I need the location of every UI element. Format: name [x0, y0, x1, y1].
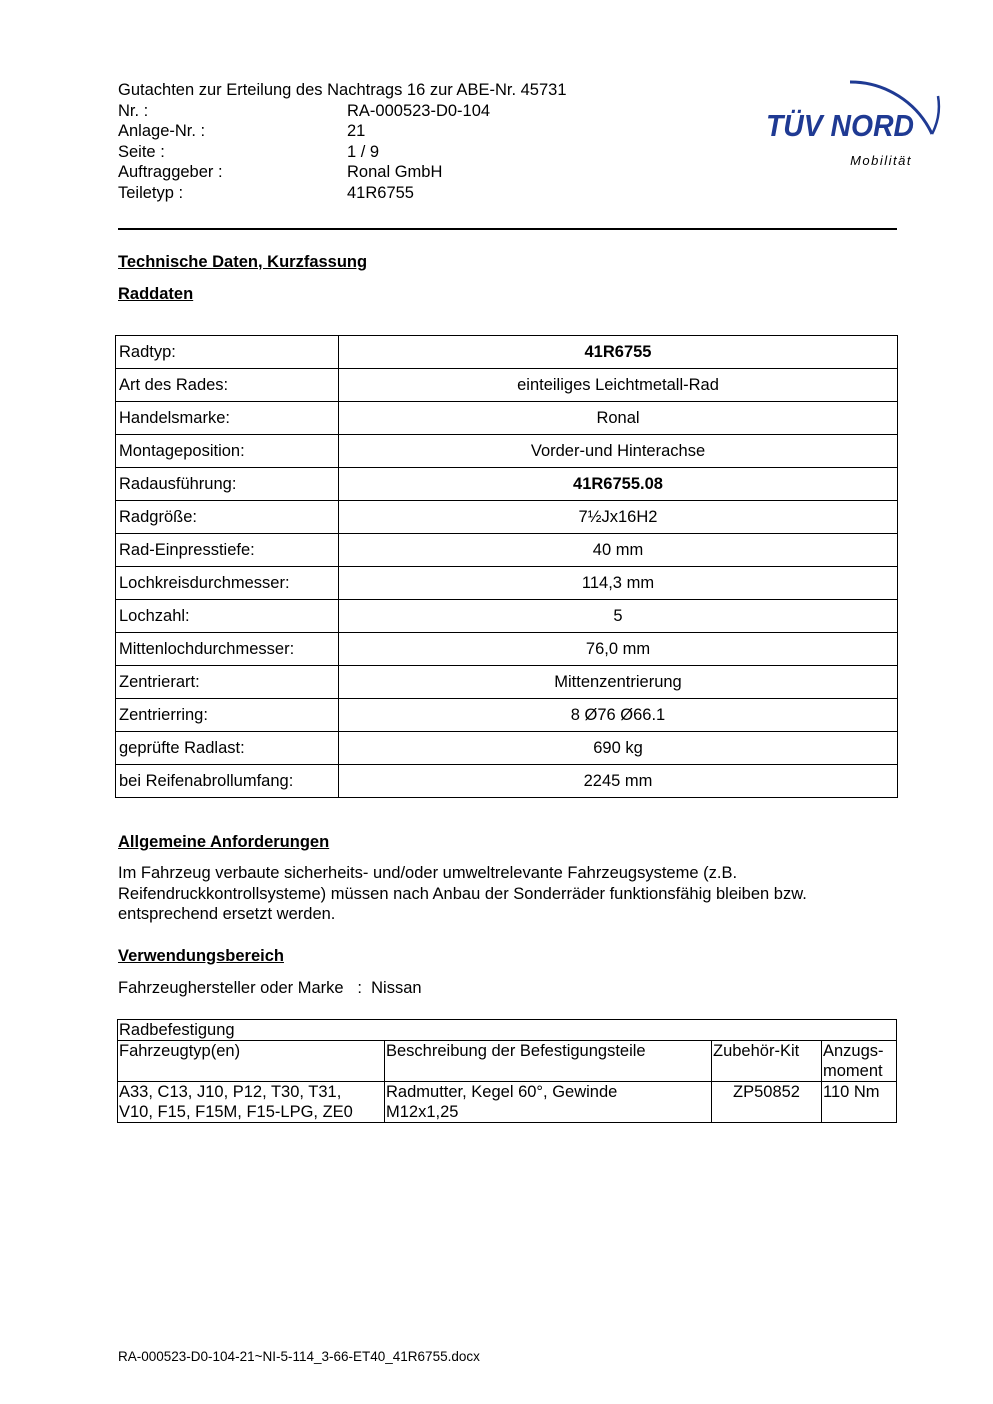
raddaten-value: 40 mm	[339, 534, 898, 567]
header-anzug-line2: moment	[823, 1062, 883, 1080]
logo-subtitle: Mobilität	[850, 153, 912, 168]
raddaten-label: Rad-Einpresstiefe:	[116, 534, 339, 567]
logo-arc-end-icon	[932, 96, 939, 134]
raddaten-label: Lochzahl:	[116, 600, 339, 633]
cell-zubehoer-kit: ZP50852	[712, 1082, 822, 1123]
raddaten-row	[116, 402, 898, 435]
radbefestigung-title-row	[118, 1020, 897, 1041]
raddaten-label: bei Reifenabrollumfang:	[116, 765, 339, 798]
fahrzeughersteller-value: Nissan	[371, 979, 422, 997]
raddaten-label: Lochkreisdurchmesser:	[116, 567, 339, 600]
raddaten-row	[116, 600, 898, 633]
raddaten-label: Radausführung:	[116, 468, 339, 501]
cell-fahrzeugtyp	[118, 1082, 385, 1123]
raddaten-value: 76,0 mm	[339, 633, 898, 666]
beschreibung-line2: M12x1,25	[386, 1103, 459, 1121]
raddaten-value: Mittenzentrierung	[339, 666, 898, 699]
raddaten-label: Art des Rades:	[116, 369, 339, 402]
header-row-nr	[118, 101, 678, 122]
section-allgemeine-anforderungen: Allgemeine Anforderungen	[118, 833, 330, 851]
raddaten-value: 5	[339, 600, 898, 633]
raddaten-row	[116, 765, 898, 798]
raddaten-row	[116, 435, 898, 468]
header-anzug-line1: Anzugs-	[823, 1042, 884, 1060]
fahrzeughersteller-line	[118, 978, 898, 999]
raddaten-row	[116, 699, 898, 732]
footer-filename: RA-000523-D0-104-21~NI-5-114_3-66-ET40_41R6755.docx	[118, 1349, 480, 1364]
raddaten-label: Handelsmarke:	[116, 402, 339, 435]
raddaten-label: Zentrierring:	[116, 699, 339, 732]
header-divider	[118, 228, 897, 230]
header-value: 1 / 9	[347, 142, 380, 161]
header-row-auftraggeber	[118, 162, 678, 183]
section-technische-daten: Technische Daten, Kurzfassung	[118, 253, 368, 271]
header-key: Teiletyp :	[118, 183, 184, 202]
cell-beschreibung	[385, 1082, 712, 1123]
raddaten-label: Radgröße:	[116, 501, 339, 534]
raddaten-label: geprüfte Radlast:	[116, 732, 339, 765]
raddaten-value: 41R6755	[339, 336, 898, 369]
raddaten-row	[116, 468, 898, 501]
raddaten-value: Vorder-und Hinterachse	[339, 435, 898, 468]
raddaten-value: 114,3 mm	[339, 567, 898, 600]
raddaten-row	[116, 633, 898, 666]
header-beschreibung: Beschreibung der Befestigungsteile	[385, 1041, 712, 1082]
section-verwendungsbereich: Verwendungsbereich	[118, 947, 284, 965]
header-key: Auftraggeber :	[118, 163, 223, 181]
radbefestigung-title: Radbefestigung	[118, 1020, 897, 1041]
document-header	[118, 80, 678, 203]
paragraph-line: entsprechend ersetzt werden.	[118, 905, 336, 923]
allgemeine-paragraph	[118, 863, 898, 925]
raddaten-value: 41R6755.08	[339, 468, 898, 501]
header-row-anlage	[118, 121, 678, 142]
header-anzugsmoment	[822, 1041, 897, 1082]
raddaten-label: Zentrierart:	[116, 666, 339, 699]
fahrzeughersteller-separator: :	[357, 979, 362, 997]
paragraph-line: Im Fahrzeug verbaute sicherheits- und/oder umweltrelevante Fahrzeugsysteme (z.B.	[118, 864, 738, 882]
raddaten-label: Montageposition:	[116, 435, 339, 468]
header-value: Ronal GmbH	[347, 163, 443, 181]
tuev-nord-logo	[760, 56, 950, 176]
header-value: 21	[347, 122, 366, 140]
fahrzeughersteller-label: Fahrzeughersteller oder Marke	[118, 979, 344, 997]
raddaten-row	[116, 369, 898, 402]
header-fahrzeugtyp: Fahrzeugtyp(en)	[118, 1041, 385, 1082]
section-raddaten: Raddaten	[118, 285, 194, 303]
raddaten-row	[116, 534, 898, 567]
header-value: 41R6755	[347, 183, 414, 202]
raddaten-row	[116, 501, 898, 534]
header-value: RA-000523-D0-104	[347, 101, 491, 120]
raddaten-value: 690 kg	[339, 732, 898, 765]
raddaten-value: einteiliges Leichtmetall-Rad	[339, 369, 898, 402]
header-row-teiletyp	[118, 183, 678, 204]
raddaten-value: Ronal	[339, 402, 898, 435]
raddaten-row	[116, 567, 898, 600]
radbefestigung-table	[117, 1019, 897, 1123]
raddaten-value: 2245 mm	[339, 765, 898, 798]
radbefestigung-header-row	[118, 1041, 897, 1082]
raddaten-row	[116, 666, 898, 699]
raddaten-row	[116, 336, 898, 369]
paragraph-line: Reifendruckkontrollsysteme) müssen nach Anbau der Sonderräder funktionsfähig bleiben bzw.	[118, 884, 807, 903]
header-key: Nr. :	[118, 101, 149, 120]
header-key: Seite :	[118, 142, 165, 161]
header-key: Anlage-Nr. :	[118, 122, 206, 140]
fahrzeugtyp-line2: V10, F15, F15M, F15-LPG, ZE0	[119, 1103, 353, 1121]
logo-text: TÜV NORD	[766, 108, 914, 143]
report-title: Gutachten zur Erteilung des Nachtrags 16 zur ABE-Nr. 45731	[118, 81, 567, 99]
raddaten-table	[115, 335, 898, 798]
beschreibung-line1: Radmutter, Kegel 60°, Gewinde	[386, 1083, 618, 1101]
radbefestigung-data-row	[118, 1082, 897, 1123]
raddaten-row	[116, 732, 898, 765]
header-row-seite	[118, 142, 678, 163]
cell-anzugsmoment: 110 Nm	[822, 1082, 897, 1123]
raddaten-label: Mittenlochdurchmesser:	[116, 633, 339, 666]
raddaten-value: 8 Ø76 Ø66.1	[339, 699, 898, 732]
header-zubehoer-kit: Zubehör-Kit	[712, 1041, 822, 1082]
raddaten-value: 7½Jx16H2	[339, 501, 898, 534]
fahrzeugtyp-line1: A33, C13, J10, P12, T30, T31,	[119, 1083, 342, 1101]
raddaten-label: Radtyp:	[116, 336, 339, 369]
